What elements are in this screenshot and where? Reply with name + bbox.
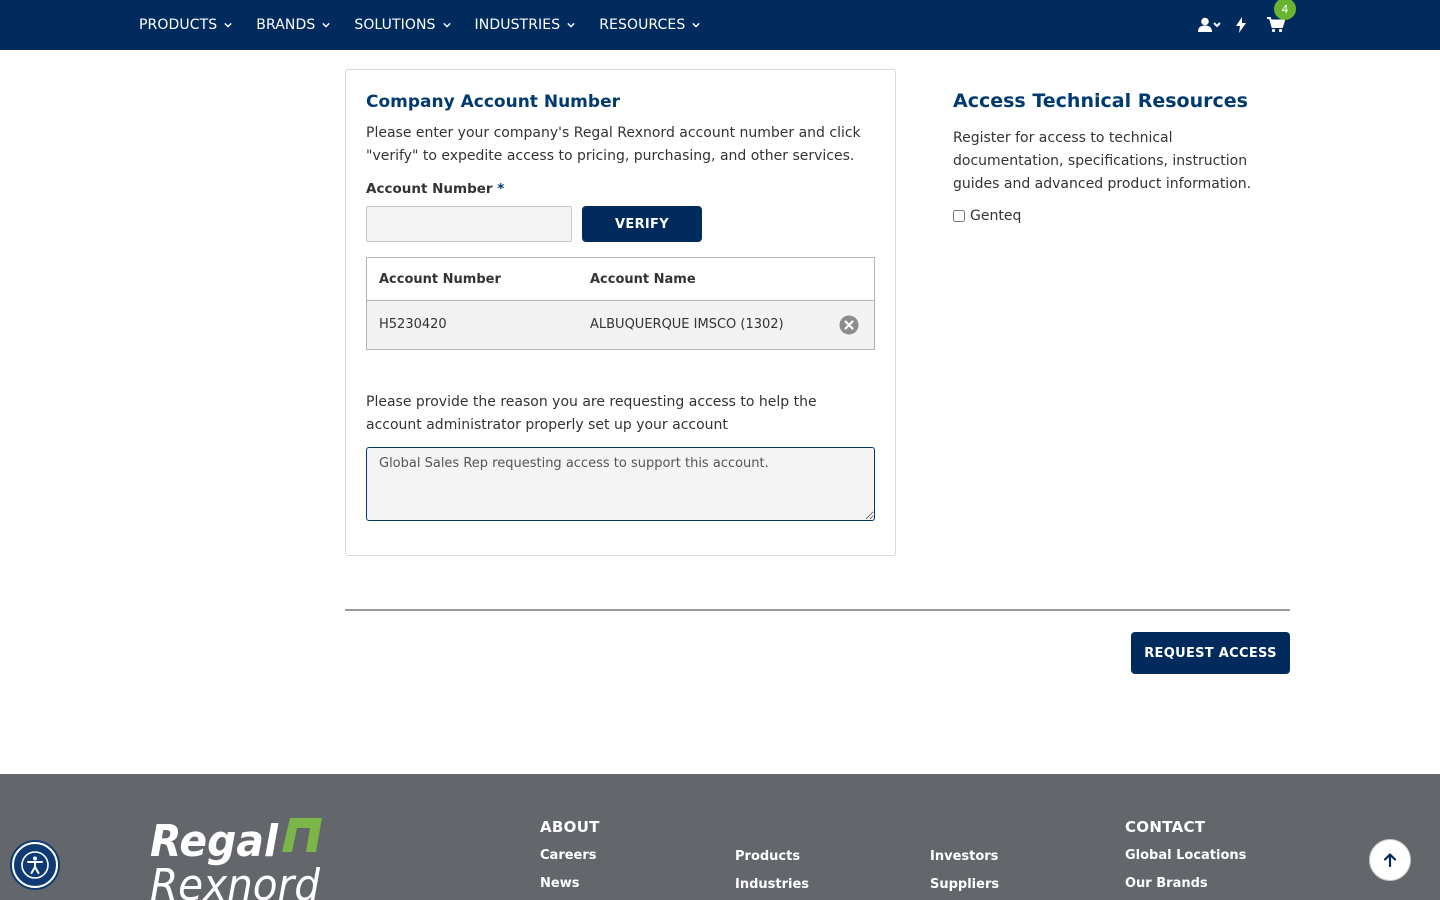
- genteq-option[interactable]: [953, 208, 1021, 224]
- footer-link-industries[interactable]: Industries: [735, 877, 810, 892]
- company-account-card: [345, 69, 896, 556]
- footer-about-heading: ABOUT: [540, 818, 600, 836]
- nav-item-resources[interactable]: RESOURCES: [599, 17, 700, 33]
- header-icons: [1196, 0, 1287, 50]
- section-divider: [345, 609, 1290, 611]
- nav-item-industries[interactable]: INDUSTRIES: [475, 17, 576, 33]
- footer-link-investors[interactable]: Investors: [930, 849, 999, 864]
- company-account-title: Company Account Number: [366, 92, 620, 112]
- chevron-down-icon: [443, 21, 451, 29]
- tech-resources-description: Register for access to technical documentation, specifications, instruction guides and advanced product information.: [953, 130, 1252, 192]
- footer-link-global-locations[interactable]: Global Locations: [1125, 848, 1247, 863]
- footer-link-suppliers[interactable]: Suppliers: [930, 877, 1000, 892]
- regal-rexnord-logo[interactable]: [150, 812, 330, 900]
- account-table: [366, 257, 875, 350]
- cart-count-badge: 4: [1274, 0, 1296, 20]
- scroll-to-top-button[interactable]: [1369, 839, 1411, 881]
- footer-link-our-brands[interactable]: Our Brands: [1125, 876, 1208, 891]
- footer-contact-heading: CONTACT: [1125, 818, 1206, 836]
- footer: [0, 774, 1440, 900]
- accessibility-button[interactable]: [12, 842, 58, 888]
- remove-circle-icon[interactable]: [839, 315, 859, 335]
- top-navigation: [0, 0, 1440, 50]
- nav-item-products[interactable]: PRODUCTS: [139, 17, 232, 33]
- accessibility-icon: [20, 850, 50, 880]
- main-menu: [139, 0, 724, 50]
- svg-text:Regal: Regal: [150, 816, 279, 867]
- account-menu-button[interactable]: [1196, 17, 1224, 33]
- user-check-icon: [1198, 17, 1222, 33]
- bolt-icon: [1236, 17, 1246, 33]
- row-account-number: H5230420: [379, 317, 447, 332]
- footer-link-news[interactable]: News: [540, 876, 580, 891]
- genteq-label: Genteq: [970, 208, 1022, 224]
- account-table-header: [367, 258, 874, 301]
- genteq-checkbox[interactable]: [953, 210, 965, 222]
- account-number-input[interactable]: [366, 206, 572, 242]
- nav-item-solutions[interactable]: SOLUTIONS: [354, 17, 450, 33]
- column-header-account-name: Account Name: [590, 272, 696, 287]
- table-row: [367, 301, 874, 349]
- chevron-down-icon: [567, 21, 575, 29]
- tech-resources-title: Access Technical Resources: [953, 90, 1248, 112]
- footer-link-careers[interactable]: Careers: [540, 848, 597, 863]
- reason-prompt: Please provide the reason you are requesting access to help the account administrator properly set up your account: [366, 394, 817, 433]
- required-mark: *: [497, 181, 505, 197]
- svg-text:Rexnord: Rexnord: [150, 860, 321, 900]
- footer-link-products[interactable]: Products: [735, 849, 801, 864]
- company-account-description: Please enter your company's Regal Rexnord account number and click "verify" to expedite access to pricing, purchasing, and other services.: [366, 125, 861, 164]
- row-account-name: ALBUQUERQUE IMSCO (1302): [590, 317, 784, 332]
- request-access-button[interactable]: REQUEST ACCESS: [1131, 632, 1290, 674]
- column-header-account-number: Account Number: [379, 272, 501, 287]
- quick-order-button[interactable]: [1232, 17, 1250, 33]
- chevron-down-icon: [692, 21, 700, 29]
- chevron-down-icon: [322, 21, 330, 29]
- chevron-down-icon: [224, 21, 232, 29]
- cart-button[interactable]: [1265, 2, 1289, 33]
- nav-item-brands[interactable]: BRANDS: [256, 17, 330, 33]
- verify-button[interactable]: VERIFY: [582, 206, 702, 242]
- reason-textarea[interactable]: [366, 447, 875, 521]
- arrow-up-icon: [1382, 852, 1398, 868]
- account-number-label: Account Number *: [366, 181, 505, 197]
